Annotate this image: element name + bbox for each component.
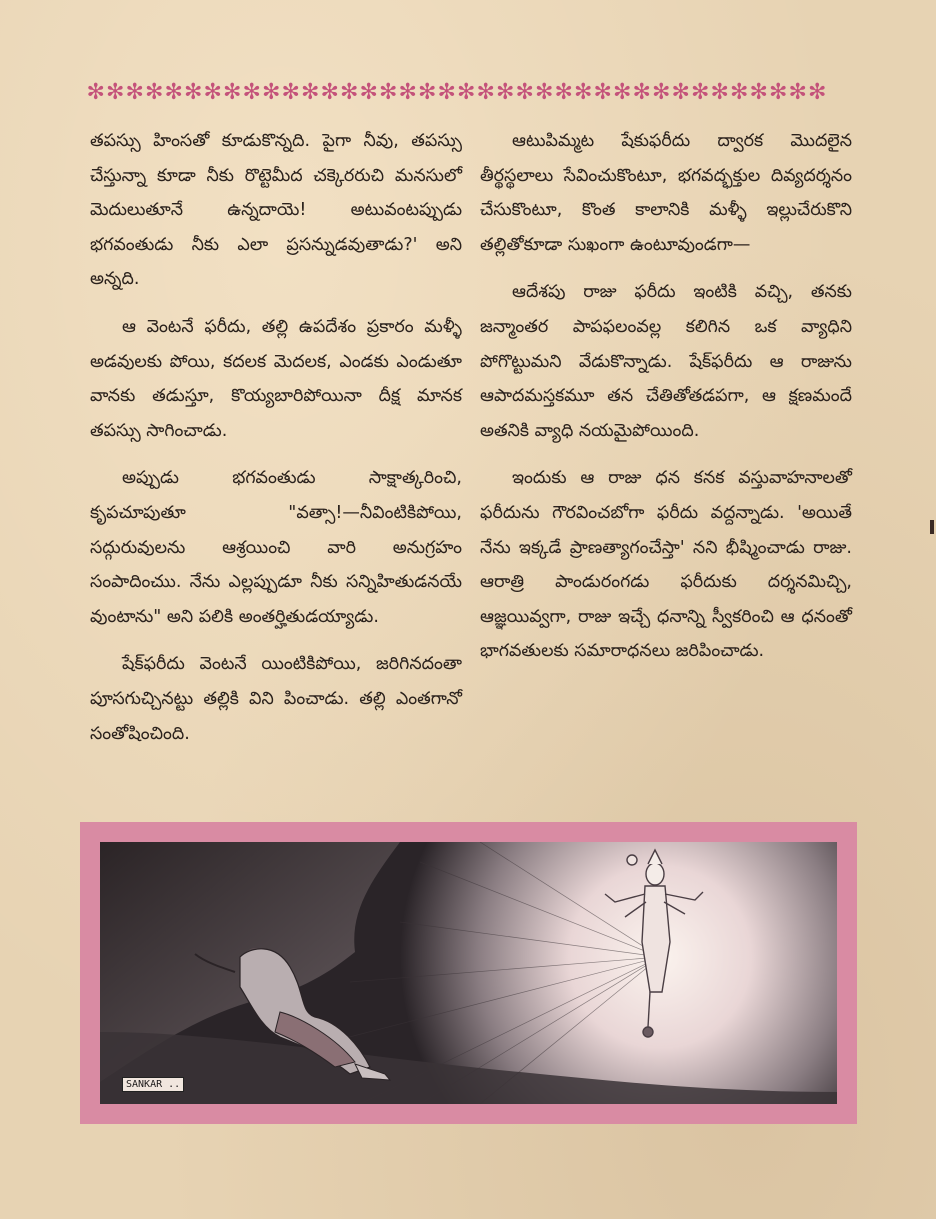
border-star: ✻: [320, 80, 339, 105]
border-star: ✻: [749, 80, 768, 105]
left-paragraph-2: ఆ వెంటనే ఫరీదు, తల్లి ఉపదేశం ప్రకారం మళ్ళీ అడవులకు పోయి, కదలక మెదలక, ఎండకు ఎండుతూ వానకు తడుస్తూ, కొయ్యబారిపోయినా దీక్ష మానక తపస్సు సాగించాడు.: [90, 316, 462, 441]
border-star: ✻: [632, 80, 651, 105]
page-edge-mark: [930, 520, 934, 534]
border-star: ✻: [125, 80, 144, 105]
border-star: ✻: [379, 80, 398, 105]
border-star: ✻: [515, 80, 534, 105]
illustration-drawing: [100, 842, 837, 1104]
border-star: ✻: [613, 80, 632, 105]
left-paragraph-1: తపస్సు హింసతో కూడుకొన్నది. పైగా నీవు, తపస్సు చేస్తున్నా కూడా నీకు రొట్టెమీద చక్కెరరుచి మనసులో మెదులుతూనే ఉన్నదాయె! అటువంటప్పుడు భగవంతుడు నీకు ఎలా ప్రసన్నుడవుతాడు?' అని అన్నది.: [90, 131, 462, 290]
left-paragraph-3: అప్పుడు భగవంతుడు సాక్షాత్కరించి, కృపచూపుతూ "వత్సా!—నీవింటికిపోయి, సద్గురువులను ఆశ్రయించి వారి అనుగ్రహం సంపాదించుు. నేను ఎల్లప్పుడూ నీకు సన్నిహితుడనయే వుంటాను" అని పలికి అంతర్హితుడయ్యాడు.: [90, 468, 462, 627]
border-star: ✻: [554, 80, 573, 105]
right-paragraph-2: ఆదేశపు రాజు ఫరీదు ఇంటికి వచ్చి, తనకు జన్మాంతర పాపఫలంవల్ల కలిగిన ఒక వ్యాధిని పోగొట్టుమని వేడుకొన్నాడు. షేక్‌ఫరీదు ఆ రాజును ఆపాదమస్తకమూ తన చేతితోతడపగా, ఆ క్షణమందే అతనికి వ్యాధి నయమైపోయింది.: [480, 282, 852, 441]
border-star: ✻: [145, 80, 164, 105]
right-paragraph-1: ఆటుపిమ్మట షేకుఫరీదు ద్వారక మొదలైన తీర్థస్థలాలు సేవించుకొంటూ, భగవద్భక్తుల దివ్యదర్శనం చేసుకొంటూ, కొంత కాలానికి మళ్ళీ ఇల్లుచేరుకొని తల్లితోకూడా సుఖంగా ఉంటూవుండగా—: [480, 131, 852, 255]
border-star: ✻: [340, 80, 359, 105]
border-star: ✻: [574, 80, 593, 105]
border-star: ✻: [437, 80, 456, 105]
border-star: ✻: [418, 80, 437, 105]
border-star: ✻: [262, 80, 281, 105]
border-star: ✻: [359, 80, 378, 105]
illustration: [100, 842, 837, 1104]
border-star: ✻: [535, 80, 554, 105]
border-star: ✻: [457, 80, 476, 105]
border-star: ✻: [593, 80, 612, 105]
illustration-frame: [80, 822, 857, 1124]
border-star: ✻: [223, 80, 242, 105]
border-star: ✻: [184, 80, 203, 105]
border-star: ✻: [496, 80, 515, 105]
border-star: ✻: [301, 80, 320, 105]
border-star: ✻: [164, 80, 183, 105]
border-star: ✻: [691, 80, 710, 105]
artist-signature: SANKAR ..: [122, 1077, 184, 1092]
right-text-column: [480, 124, 852, 682]
border-star: ✻: [808, 80, 827, 105]
border-star: ✻: [788, 80, 807, 105]
border-star: ✻: [710, 80, 729, 105]
border-star: ✻: [730, 80, 749, 105]
border-star: ✻: [769, 80, 788, 105]
border-star: ✻: [203, 80, 222, 105]
border-star: ✻: [86, 80, 105, 105]
border-star: ✻: [671, 80, 690, 105]
border-star: ✻: [281, 80, 300, 105]
decorative-border: [86, 80, 846, 106]
border-star: ✻: [652, 80, 671, 105]
border-star: ✻: [398, 80, 417, 105]
right-paragraph-3: ఇందుకు ఆ రాజు ధన కనక వస్తువాహనాలతో ఫరీదును గౌరవించబోగా ఫరీదు వద్దన్నాడు. 'అయితే నేను ఇక్కడే ప్రాణత్యాగంచేస్తా' నని భీష్మించాడు రాజు. ఆరాత్రి పాండురంగడు ఫరీదుకు దర్శనమిచ్చి, ఆజ్ఞయివ్వగా, రాజు ఇచ్చే ధనాన్ని స్వీకరించి ఆ ధనంతో భాగవతులకు సమారాధనలు జరిపించాడు.: [480, 468, 852, 662]
left-text-column: [90, 124, 462, 764]
border-star: ✻: [476, 80, 495, 105]
border-star: ✻: [242, 80, 261, 105]
border-star: ✻: [106, 80, 125, 105]
left-paragraph-4: షేక్‌ఫరీదు వెంటనే యింటికిపోయి, జరిగినదంతా పూసగుచ్చినట్టు తల్లికి విని పించాడు. తల్లి ఎంతగానో సంతోషించింది.: [90, 654, 462, 744]
